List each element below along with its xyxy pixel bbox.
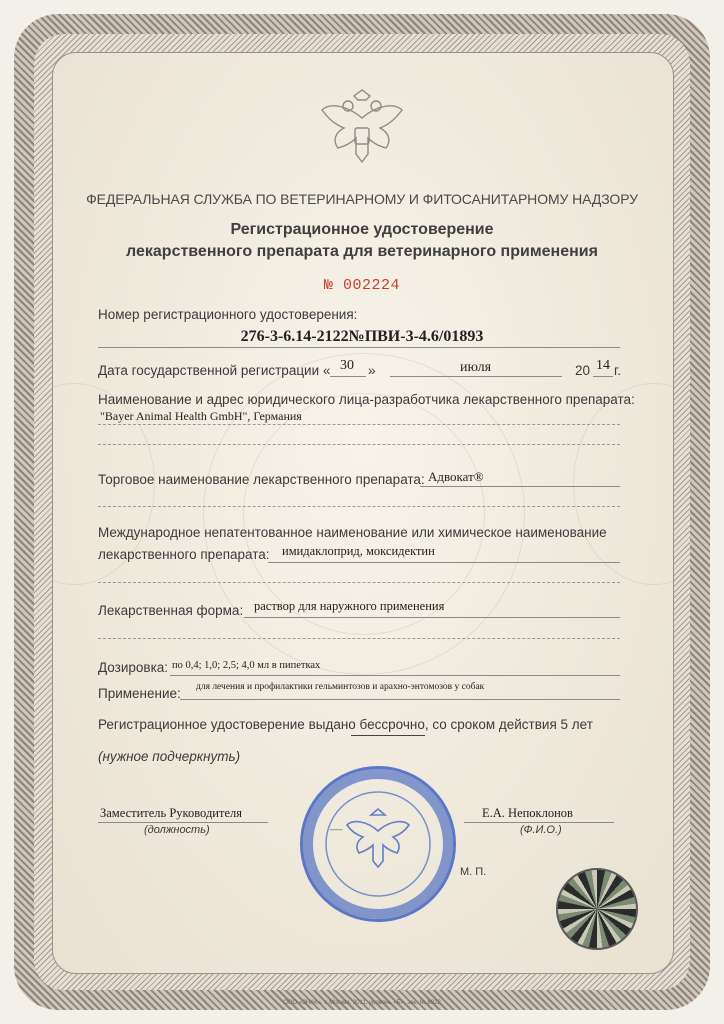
signature-mark: — <box>330 822 343 837</box>
date-month: июля <box>460 360 492 375</box>
official-stamp-seal <box>300 766 456 922</box>
date-label: Дата государственной регистрации « <box>98 363 331 378</box>
agency-title: ФЕДЕРАЛЬНАЯ СЛУЖБА ПО ВЕТЕРИНАРНОМУ И ФИТОСАНИТАРНОМУ НАДЗОРУ <box>86 191 638 207</box>
dosage-form-value: раствор для наружного применения <box>254 599 445 613</box>
reg-number-label: Номер регистрационного удостоверения: <box>98 307 358 322</box>
dosage-underline <box>170 675 620 676</box>
usage-value: для лечения и профилактики гельминтозов и арахно-энтомозов у собак <box>196 682 485 692</box>
dosage-form-line-2 <box>98 638 620 639</box>
validity-underline <box>351 735 425 736</box>
inn-label-line2: лекарственного препарата: <box>98 547 270 562</box>
dosage-label: Дозировка: <box>98 660 169 675</box>
reg-number-underline <box>98 347 620 348</box>
name-caption: (Ф.И.О.) <box>520 824 562 836</box>
position-caption: (должность) <box>144 824 210 836</box>
inn-value: имидаклоприд, моксидектин <box>282 544 435 558</box>
dosage-value: по 0,4; 1,0; 2,5; 4,0 мл в пипетках <box>172 660 321 671</box>
date-year-suffix: 14 <box>596 358 610 373</box>
stamp-eagle-icon <box>303 769 453 919</box>
usage-underline <box>180 699 620 700</box>
name-underline <box>464 822 614 823</box>
date-close-quote: » <box>368 363 376 378</box>
hologram-sticker <box>556 868 638 950</box>
reg-number-value: 276-3-6.14-2122№ПВИ-3-4.6/01893 <box>240 328 484 345</box>
date-day-underline <box>330 376 366 377</box>
validity-text: Регистрационное удостоверение выдано бессрочно, со сроком действия 5 лет <box>98 717 593 732</box>
date-month-underline <box>390 376 562 377</box>
date-year-underline <box>593 376 613 377</box>
document-title-line2: лекарственного препарата для ветеринарного применения <box>126 243 598 260</box>
underline-note: (нужное подчеркнуть) <box>98 749 241 764</box>
developer-line-1 <box>98 424 620 425</box>
inn-line-2 <box>98 582 620 583</box>
inn-label-line1: Международное непатентованное наименование или химическое наименование <box>98 525 607 540</box>
coat-of-arms-icon <box>318 88 406 170</box>
date-year-prefix: 20 <box>575 363 591 378</box>
signatory-name: Е.А. Непоклонов <box>482 806 573 820</box>
date-year-end: г. <box>614 363 622 378</box>
date-day: 30 <box>340 358 354 373</box>
serial-number: № 002224 <box>323 277 400 294</box>
usage-label: Применение: <box>98 686 181 701</box>
seal-place-label: М. П. <box>460 866 487 878</box>
dosage-form-underline <box>244 617 620 618</box>
developer-value: "Bayer Animal Health GmbH", Германия <box>100 409 302 423</box>
position-underline <box>98 822 268 823</box>
printer-note: ООО «ЗНАК», г. Москва, 2011, уровень «Б», зак. № 8922 <box>283 1000 441 1006</box>
developer-label: Наименование и адрес юридического лица-разработчика лекарственного препарата: <box>98 392 635 407</box>
trade-name-label: Торговое наименование лекарственного препарата: <box>98 472 425 487</box>
trade-name-value: Адвокат® <box>428 469 484 484</box>
dosage-form-label: Лекарственная форма: <box>98 603 244 618</box>
trade-name-line-2 <box>98 506 620 507</box>
signatory-position: Заместитель Руководителя <box>100 806 242 820</box>
inn-underline <box>268 562 620 563</box>
document-title-line1: Регистрационное удостоверение <box>230 221 494 238</box>
developer-line-2 <box>98 444 620 445</box>
trade-name-underline <box>420 486 620 487</box>
